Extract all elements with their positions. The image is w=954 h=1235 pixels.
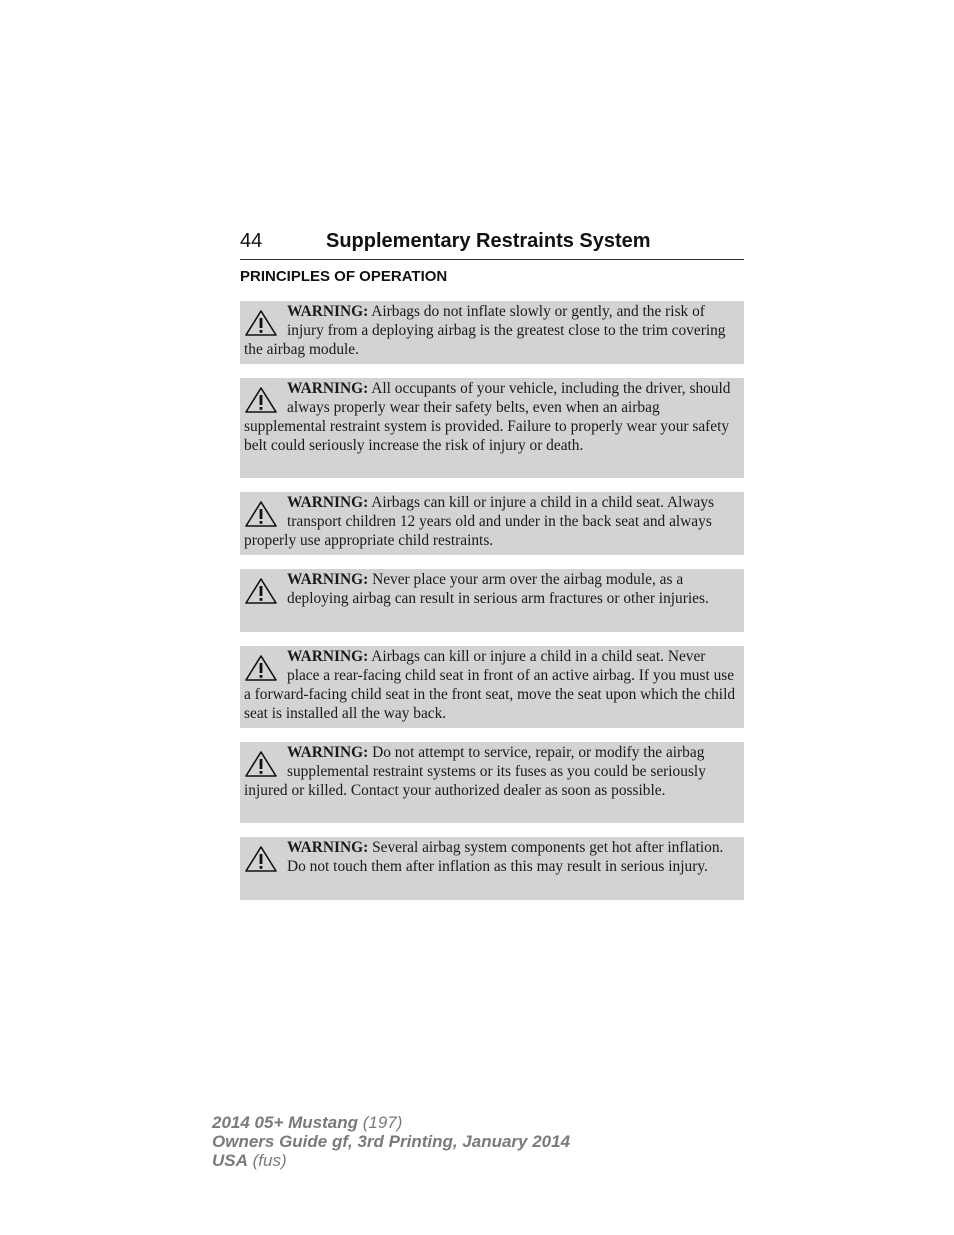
page-footer bbox=[212, 1113, 570, 1170]
warning-text: All occupants of your vehicle, including the driver, should always properly wear their safety belts, even when an airbag supplemental restraint system is provided. Failure to properly wear your safety belt could seriously increase the risk of injury or death. bbox=[244, 380, 731, 454]
warning-box bbox=[240, 742, 744, 823]
warning-label: WARNING: bbox=[287, 303, 369, 320]
warning-text: Airbags can kill or injure a child in a child seat. Never place a rear-facing child seat in front of an active airbag. If you must use a forward-facing child seat in the front seat, move the seat upon which the child seat is installed all the way back. bbox=[244, 648, 736, 722]
footer-model-line bbox=[212, 1113, 570, 1132]
warning-text: Airbags can kill or injure a child in a child seat. Always transport children 12 years old and under in the back seat and always properly use appropriate child restraints. bbox=[244, 494, 715, 549]
warning-text: Do not attempt to service, repair, or modify the airbag supplemental restraint systems or its fuses as you could be seriously injured or killed. Contact your authorized dealer as soon as possible. bbox=[244, 744, 706, 799]
footer-guide-line: Owners Guide gf, 3rd Printing, January 2014 bbox=[212, 1132, 571, 1151]
warning-box bbox=[240, 569, 744, 632]
warning-triangle-icon bbox=[244, 500, 278, 528]
page-header bbox=[240, 229, 744, 260]
warning-triangle-icon bbox=[244, 845, 278, 873]
warning-text: Airbags do not inflate slowly or gently, and the risk of injury from a deploying airbag is the greatest close to the trim covering the airbag module. bbox=[244, 303, 726, 358]
warning-label: WARNING: bbox=[287, 494, 369, 511]
warning-triangle-icon bbox=[244, 577, 278, 605]
warning-label: WARNING: bbox=[287, 380, 369, 397]
warning-text: Never place your arm over the airbag module, as a deploying airbag can result in serious arm fractures or other injuries. bbox=[287, 571, 709, 607]
warning-box bbox=[240, 837, 744, 900]
warning-triangle-icon bbox=[244, 654, 278, 682]
warning-triangle-icon bbox=[244, 309, 278, 337]
page-number: 44 bbox=[240, 230, 263, 252]
warning-text: Several airbag system components get hot after inflation. Do not touch them after inflation as this may result in serious injury. bbox=[287, 839, 724, 875]
warning-label: WARNING: bbox=[287, 744, 369, 761]
warning-box bbox=[240, 492, 744, 555]
chapter-title: Supplementary Restraints System bbox=[326, 230, 651, 252]
warning-triangle-icon bbox=[244, 386, 278, 414]
warning-label: WARNING: bbox=[287, 839, 369, 856]
warning-box bbox=[240, 646, 744, 728]
footer-market-line bbox=[212, 1151, 570, 1170]
warning-triangle-icon bbox=[244, 750, 278, 778]
warning-label: WARNING: bbox=[287, 571, 369, 588]
warning-box bbox=[240, 378, 744, 478]
section-heading: PRINCIPLES OF OPERATION bbox=[240, 268, 448, 285]
footer-model-code: (197) bbox=[358, 1113, 403, 1132]
warning-box bbox=[240, 301, 744, 364]
warning-label: WARNING: bbox=[287, 648, 369, 665]
footer-market-code: (fus) bbox=[247, 1151, 287, 1170]
footer-market: USA bbox=[212, 1151, 248, 1170]
footer-model: 2014 05+ Mustang bbox=[212, 1113, 358, 1132]
